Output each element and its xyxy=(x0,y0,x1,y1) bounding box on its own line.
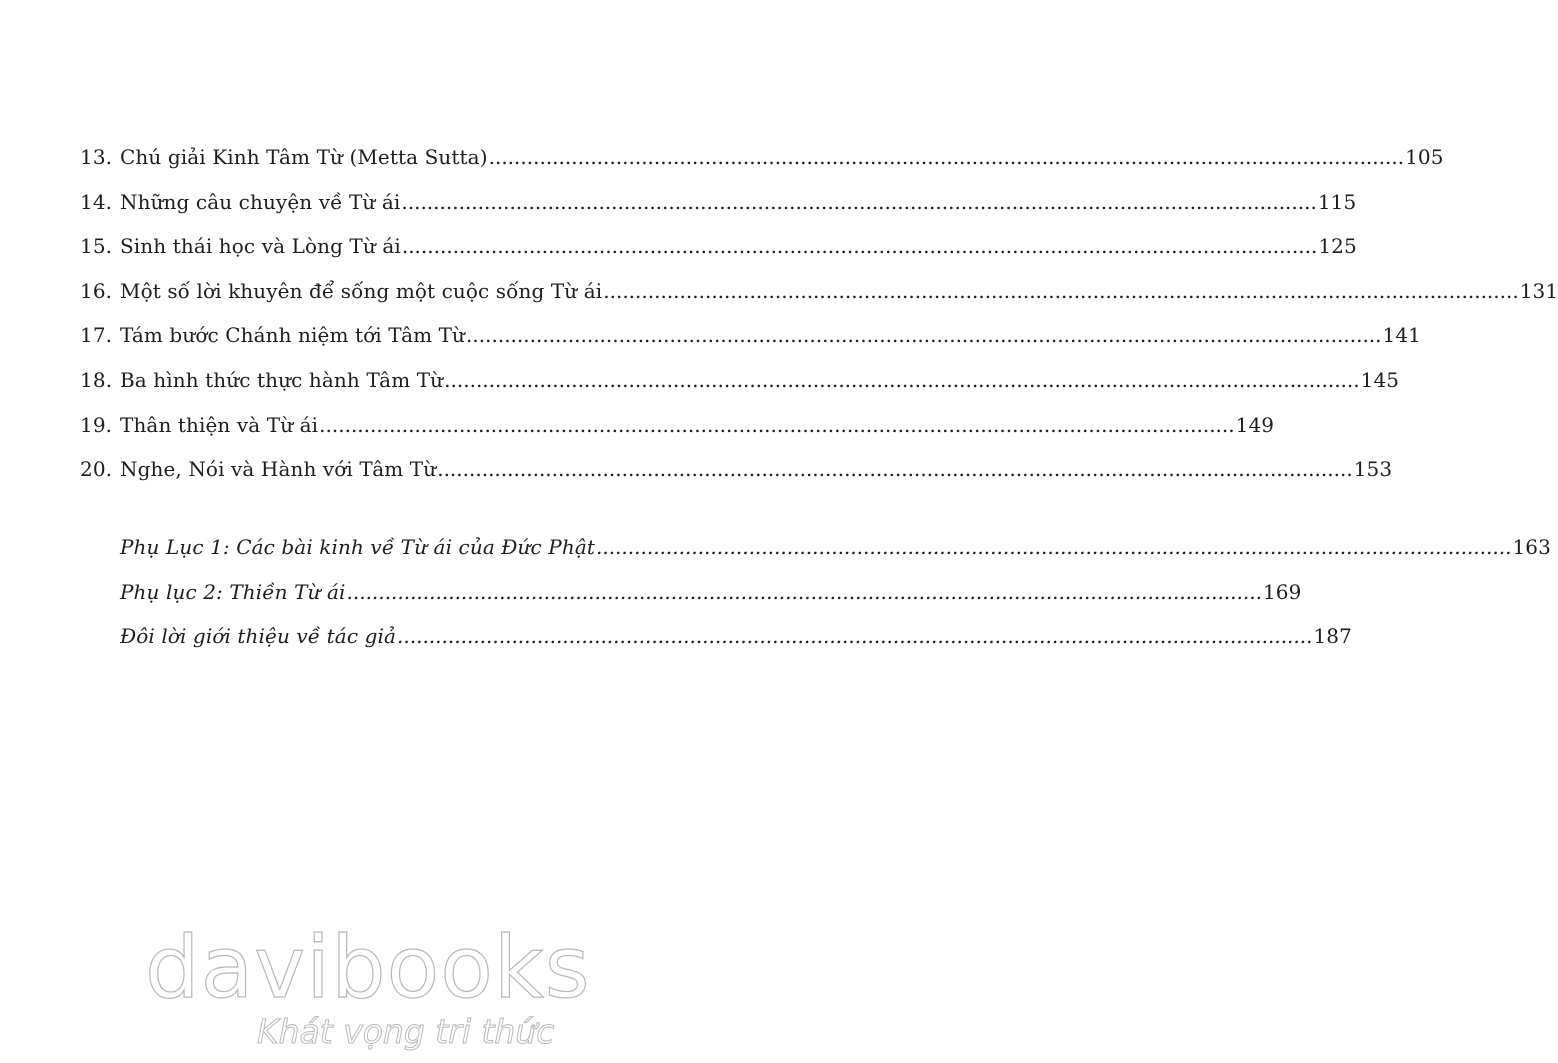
watermark-brand: davibooks xyxy=(145,918,591,1018)
table-of-contents xyxy=(80,145,1558,502)
toc-number: 19. xyxy=(80,412,113,437)
toc-number: 14. xyxy=(80,189,113,214)
toc-entry-17[interactable] xyxy=(80,323,1421,368)
toc-leader-dots xyxy=(489,145,1404,169)
toc-entry-20[interactable] xyxy=(80,457,1393,502)
toc-page-number: 145 xyxy=(1360,367,1400,392)
toc-leader-dots xyxy=(347,580,1262,604)
toc-entry-18[interactable] xyxy=(80,367,1400,413)
toc-page-number: 163 xyxy=(1512,535,1551,559)
toc-entry-14[interactable] xyxy=(80,189,1357,235)
toc-leader-dots xyxy=(437,457,1352,481)
toc-title: Sinh thái học và Lòng Từ ái xyxy=(120,234,401,259)
toc-page-number: 115 xyxy=(1317,189,1357,214)
toc-number: 18. xyxy=(80,367,113,392)
toc-leader-dots xyxy=(603,279,1518,303)
toc-leader-dots xyxy=(402,234,1317,258)
toc-entry-13[interactable] xyxy=(80,145,1444,190)
toc-entry-19[interactable] xyxy=(80,412,1275,458)
toc-page-number: 141 xyxy=(1382,323,1421,348)
publisher-watermark xyxy=(145,918,591,1060)
appendix-list xyxy=(120,535,1551,669)
toc-page-number: 125 xyxy=(1318,234,1357,259)
toc-title: Tám bước Chánh niệm tới Tâm Từ xyxy=(120,323,466,348)
toc-page-number: 131 xyxy=(1519,278,1558,303)
toc-number: 13. xyxy=(80,145,113,169)
toc-number: 16. xyxy=(80,278,113,303)
toc-page-number: 105 xyxy=(1405,145,1444,169)
appendix-entry-1[interactable] xyxy=(120,535,1551,580)
toc-leader-dots xyxy=(466,323,1381,347)
toc-title: Chú giải Kinh Tâm Từ (Metta Sutta) xyxy=(120,145,488,169)
toc-title: Những câu chuyện về Từ ái xyxy=(120,189,401,214)
toc-leader-dots xyxy=(596,535,1511,559)
toc-leader-dots xyxy=(444,368,1359,392)
toc-page-number: 169 xyxy=(1262,579,1302,604)
toc-page-number: 153 xyxy=(1353,457,1393,482)
appendix-entry-2[interactable] xyxy=(120,579,1302,625)
toc-page-number: 187 xyxy=(1313,624,1352,649)
appendix-title: Phụ Lục 1: Các bài kinh về Từ ái của Đức Phật xyxy=(120,535,595,559)
toc-number: 17. xyxy=(80,323,113,348)
toc-page-number: 149 xyxy=(1235,412,1275,437)
appendix-title: Đôi lời giới thiệu về tác giả xyxy=(120,624,397,649)
toc-leader-dots xyxy=(319,413,1234,437)
toc-number: 15. xyxy=(80,234,113,259)
author-intro-entry[interactable] xyxy=(120,624,1352,669)
toc-leader-dots xyxy=(401,190,1316,214)
toc-entry-15[interactable] xyxy=(80,234,1357,279)
toc-title: Nghe, Nói và Hành với Tâm Từ xyxy=(120,457,437,482)
toc-entry-16[interactable] xyxy=(80,278,1558,324)
toc-title: Thân thiện và Từ ái xyxy=(120,412,319,437)
toc-leader-dots xyxy=(397,624,1312,648)
toc-title: Ba hình thức thực hành Tâm Từ xyxy=(120,367,444,392)
watermark-tagline: Khát vọng tri thức xyxy=(257,1012,555,1051)
toc-title: Một số lời khuyên để sống một cuộc sống Từ ái xyxy=(120,278,603,303)
toc-number: 20. xyxy=(80,457,113,482)
appendix-title: Phụ lục 2: Thiền Từ ái xyxy=(120,579,346,604)
